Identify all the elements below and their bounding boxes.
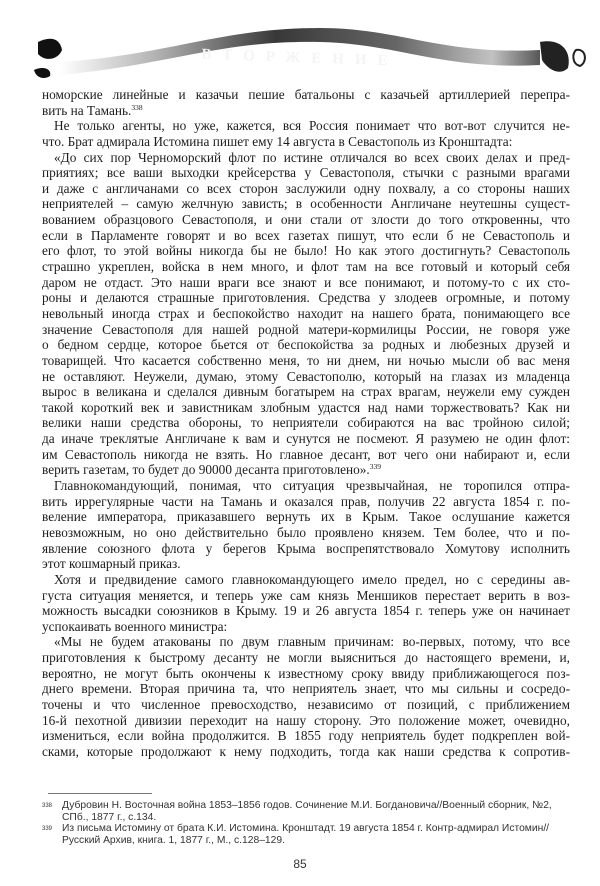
- text-line: веление императора, приказавшего вернуть их в Крым. Такое ослушание кажется: [42, 509, 570, 525]
- text-line: и даже с англичанами со всех сторон заслужили одну похвалу, а со стороны наших: [42, 180, 570, 196]
- text-line: что. Брат адмирала Истомина пишет ему 14 августа в Севастополь из Кронштадта:: [42, 133, 513, 149]
- text-line: «До сих пор Черноморский флот по истине отличался во всех своих делах и пред-: [54, 149, 570, 165]
- text-line: им Севастополь никогда не взять. Но главное десант, вот чего они набирают и, если: [42, 446, 570, 462]
- text-line: вероятно, не могут быть окончены к известному сроку ввиду приближающегося поз-: [42, 665, 570, 681]
- footnote-divider: [48, 793, 152, 794]
- body-text: [42, 87, 570, 760]
- text-line: Главнокомандующий, понимая, что ситуация чрезвычайная, не торопился отпра-: [54, 478, 570, 494]
- text-line: даром не отдаст. Это наши враги все знают и все понимают, и потому-то с их сто-: [42, 274, 570, 290]
- text-line: страшно укреплен, войска в нем много, и флот там на все готовый и который себя: [42, 259, 570, 275]
- footnote-text: Из письма Истомину от брата К.И. Истомина. Кронштадт. 19 августа 1854 г. Контр-адмирал Истомин// Русский Архив, книга. 1, 1877 г., М., с.128–129.: [62, 823, 550, 846]
- footnote-text: Дубровин Н. Восточная война 1853–1856 годов. Сочинение М.И. Богдановича//Военный сборник, №2, СПб., 1877 г., с.134.: [62, 800, 552, 823]
- text-line: вырос в великана и сделался дивным богатырем на страх врагам, неужели ему сужден: [42, 384, 570, 400]
- text-line: этот кошмарный приказ.: [42, 556, 181, 572]
- footnote-number: 338: [42, 803, 53, 809]
- footnote: [42, 823, 570, 846]
- text-line: невозможным, но оно действительно было проявлено князем. Тем более, что и по-: [42, 524, 570, 540]
- text-line: неприятелей – самую желчную зависть; в особенности Англичане неутешны сущест-: [42, 196, 570, 212]
- text-line: верить газетам, то будет до 90000 десанта приготовлено».$^{339}$: [42, 462, 381, 478]
- text-line: значение Севастополя для нашей родной матери-кормилицы России, не говоря уже: [42, 321, 570, 337]
- text-line: днего времени. Вторая причина та, что неприятель знает, что мы сильны и сосредо-: [42, 681, 570, 697]
- text-line: невольный иногда страх и беспокойство находит на нашего брата, понимающего все: [42, 305, 570, 321]
- footnotes: [42, 800, 570, 846]
- text-line: сками, которые продолжают к нему подходить, тогда как наши средства к сопротив-: [42, 743, 570, 759]
- footnote-number: 339: [42, 826, 53, 832]
- paragraph: [42, 87, 570, 118]
- text-line: «Мы не будем атакованы по двум главным причинам: во-первых, потому, что все: [54, 634, 570, 650]
- text-line: такой короткий век и завистникам злобным удастся над нами торжествовать? Как ни: [42, 399, 570, 415]
- text-line: номорские линейные и казачьи пешие батальоны с казачьей артиллерией перепра-: [42, 87, 570, 102]
- text-line: да иначе треклятые Англичане к вам и сунутся не посмеют. Я разумею не один флот:: [42, 431, 570, 447]
- chapter-title: ВТОРЖЕНИЕ: [201, 46, 399, 70]
- text-line: измениться, если война продолжится. В 1855 году неприятель будет подкреплен вой-: [42, 728, 570, 744]
- text-line: вить на Тамань.$^{338}$: [42, 102, 143, 118]
- paragraph: [42, 118, 570, 149]
- text-line: о бедном сердце, которое бьется от беспокойства за родных и любезных друзей и: [42, 337, 570, 353]
- ribbon-ornament-icon: [20, 10, 590, 85]
- text-line: успокаивать военного министра:: [42, 618, 228, 634]
- text-line: густа ситуация меняется, и теперь уже сам князь Меншиков перестает верить в воз-: [42, 587, 570, 603]
- text-line: если в Парламенте говорят и во всех газетах пишут, что если б не Севастополь и: [42, 227, 570, 243]
- text-line: точены и что численное превосходство, независимо от позиций, с приближением: [42, 696, 570, 712]
- text-line: приготовления к быстрому десанту не могли выясниться до настоящего времени, и,: [42, 650, 570, 666]
- page-number: 85: [293, 857, 307, 871]
- paragraph: [42, 150, 570, 478]
- footnote: [42, 800, 570, 823]
- footnote-ref[interactable]: 339: [369, 462, 381, 472]
- text-line: Не только агенты, но уже, кажется, вся Россия понимает что вот-вот случится не-: [54, 118, 570, 134]
- text-line: роны и делаются страшные приготовления. Средства у злодеев огромные, и потому: [42, 290, 570, 306]
- text-line: велики наши средства обороны, то неприятели собираются на вас тройною силой;: [42, 415, 570, 431]
- paragraph: [42, 478, 570, 572]
- footnote-ref[interactable]: 338: [131, 102, 143, 112]
- text-line: явление союзного флота у берегов Крыма воспрепятствовало Хомутову исполнить: [42, 540, 570, 556]
- text-line: не оставляют. Неужели, думаю, этому Севастополю, который на глазах из младенца: [42, 368, 570, 384]
- text-line: товарищей. Что касается собственно меня, то ни днем, ни ночью мысли об вас меня: [42, 352, 570, 368]
- text-line: Хотя и предвидение самого главнокомандующего имело предел, но с середины ав-: [54, 571, 570, 587]
- text-line: можность высадки союзников в Крыму. 19 и 26 августа 1854 г. теперь уже он начинает: [42, 603, 570, 619]
- chapter-banner: [20, 10, 590, 85]
- text-line: приятиях; все ваши выходки крейсерства у Севастополя, стычки с разными врагами: [42, 165, 570, 181]
- text-line: его флот, то этой войны никогда бы не было! Но как этого достигнуть? Севастополь: [42, 243, 570, 259]
- text-line: вованием образцового Севастополя, и они стали от злости до того откровенны, что: [42, 212, 570, 228]
- text-line: вить иррегулярные части на Тамань и оказался прав, получив 22 августа 1854 г. по-: [42, 493, 570, 509]
- text-line: 16-й пехотной дивизии переходит на нашу сторону. Это положение может, очевидно,: [42, 712, 570, 728]
- paragraph: [42, 572, 570, 635]
- paragraph: [42, 634, 570, 759]
